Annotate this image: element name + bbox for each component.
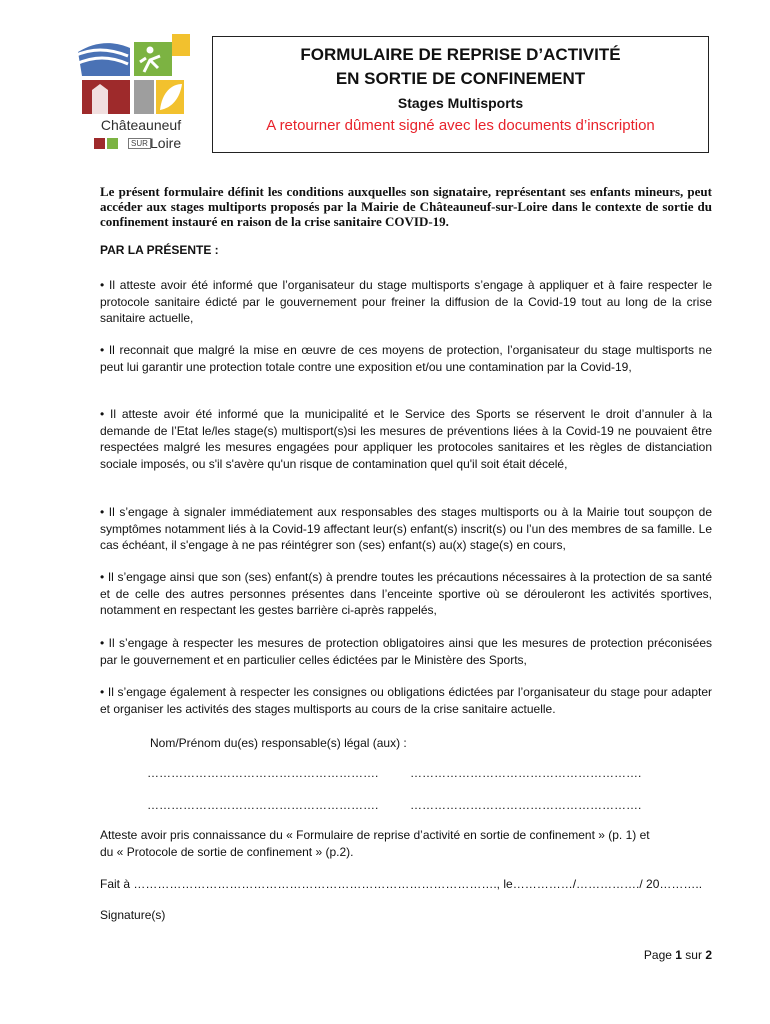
section-heading: PAR LA PRÉSENTE : bbox=[100, 243, 219, 257]
logo-subline bbox=[92, 135, 190, 151]
form-subtitle: Stages Multisports bbox=[397, 95, 524, 111]
responsable-label: Nom/Prénom du(es) responsable(s) légal (aux) : bbox=[150, 736, 407, 750]
page-mid: sur bbox=[681, 948, 706, 962]
clause-paragraph: • Il atteste avoir été informé que l’organisateur du stage multisports s’engage à appliquer et à faire respecter le protocole sanitaire édicté par le gouvernement pour freiner la diffusion de la Covid-19 tout au long de la crise sanitaire actuelle, bbox=[100, 278, 712, 325]
logo-name-line2: Loire bbox=[150, 135, 182, 151]
logo-emblem bbox=[72, 34, 190, 118]
page-number bbox=[644, 948, 712, 962]
responsable-field-4[interactable]: …………………………………………………. bbox=[410, 798, 642, 812]
attest-line-2: du « Protocole de sortie de confinement » (p.2). bbox=[100, 845, 354, 859]
logo-square-red bbox=[94, 138, 105, 149]
clause-paragraph: • Il atteste avoir été informé que la municipalité et le Service des Sports se réservent le droit d’annuler à la demande de l’Etat le/les stage(s) multisport(s)si les mesures de préventions liées à la Covid-19 ne pouvaient être respectées malgré les mesures engagées pour appliquer les protocoles sanitaires et les règles de distanciation sociale imposés, ou s'il s'avère qu'un risque de contamination quel qu'il soit était décelé, bbox=[100, 407, 712, 471]
logo-name-line1: Châteauneuf bbox=[100, 117, 182, 133]
clause-paragraph: • Il s’engage à respecter les mesures de protection obligatoires ainsi que les mesures de protection préconisées par le gouvernement et en particulier celles édictées par le Ministère des Sports, bbox=[100, 636, 712, 667]
return-notice: A retourner dûment signé avec les documents d’inscription bbox=[266, 117, 655, 134]
form-title-line2: EN SORTIE DE CONFINEMENT bbox=[335, 69, 586, 88]
form-title-line1: FORMULAIRE DE REPRISE D’ACTIVITÉ bbox=[300, 45, 621, 64]
clause-paragraph: • Il s’engage également à respecter les consignes ou obligations édictées par l’organisateur du stage pour adapter et organiser les activités des stages multisports au cours de la crise sanitaire actuelle. bbox=[100, 685, 712, 716]
intro-paragraph: Le présent formulaire définit les conditions auxquelles son signataire, représentant ses enfants mineurs, peut accéder aux stages multiports proposés par la Mairie de Châteauneuf-sur-Loire dans le contexte de sortie du confinement instauré en raison de la crise sanitaire COVID-19. bbox=[100, 184, 712, 229]
page-prefix: Page bbox=[643, 948, 676, 962]
page-total: 2 bbox=[705, 948, 712, 962]
logo-sur: SUR bbox=[128, 138, 151, 149]
responsable-field-3[interactable]: …………………………………………………. bbox=[147, 798, 379, 812]
signature-label: Signature(s) bbox=[100, 908, 166, 922]
responsable-field-1[interactable]: …………………………………………………. bbox=[147, 766, 379, 780]
attest-line-1: Atteste avoir pris connaissance du « Formulaire de reprise d’activité en sortie de confinement » (p. 1) et bbox=[100, 828, 650, 842]
page-current: 1 bbox=[675, 948, 682, 962]
logo-square-green bbox=[107, 138, 118, 149]
fait-a-line[interactable]: Fait à ………………………………………………………………………………., le……………/……………./ 20……….. bbox=[100, 877, 703, 891]
title-box bbox=[212, 36, 709, 153]
responsable-field-2[interactable]: …………………………………………………. bbox=[410, 766, 642, 780]
clause-paragraph: • Il s’engage à signaler immédiatement aux responsables des stages multisports ou à la Mairie tout soupçon de symptômes notamment liés à la Covid-19 affectant leur(s) enfant(s) inscrit(s) ou l’un des membres de sa famille. Le cas échéant, il s'engage à ne pas réintégrer son (ses) enfant(s) au(x) stage(s) en cours, bbox=[100, 505, 712, 552]
chateauneuf-logo bbox=[72, 34, 190, 152]
clause-paragraph: • Il reconnait que malgré la mise en œuvre de ces moyens de protection, l’organisateur du stage multisports ne peut lui garantir une protection totale contre une exposition et/ou une contamination par la Covid-19, bbox=[100, 343, 712, 374]
clause-paragraph: • Il s’engage ainsi que son (ses) enfant(s) à prendre toutes les précautions nécessaires à la protection de sa santé et de celle des autres personnes présentes dans l’enceinte sportive où se dérouleront les activités sportives, notamment en respectant les gestes barrière ci-après rappelés, bbox=[100, 570, 712, 617]
